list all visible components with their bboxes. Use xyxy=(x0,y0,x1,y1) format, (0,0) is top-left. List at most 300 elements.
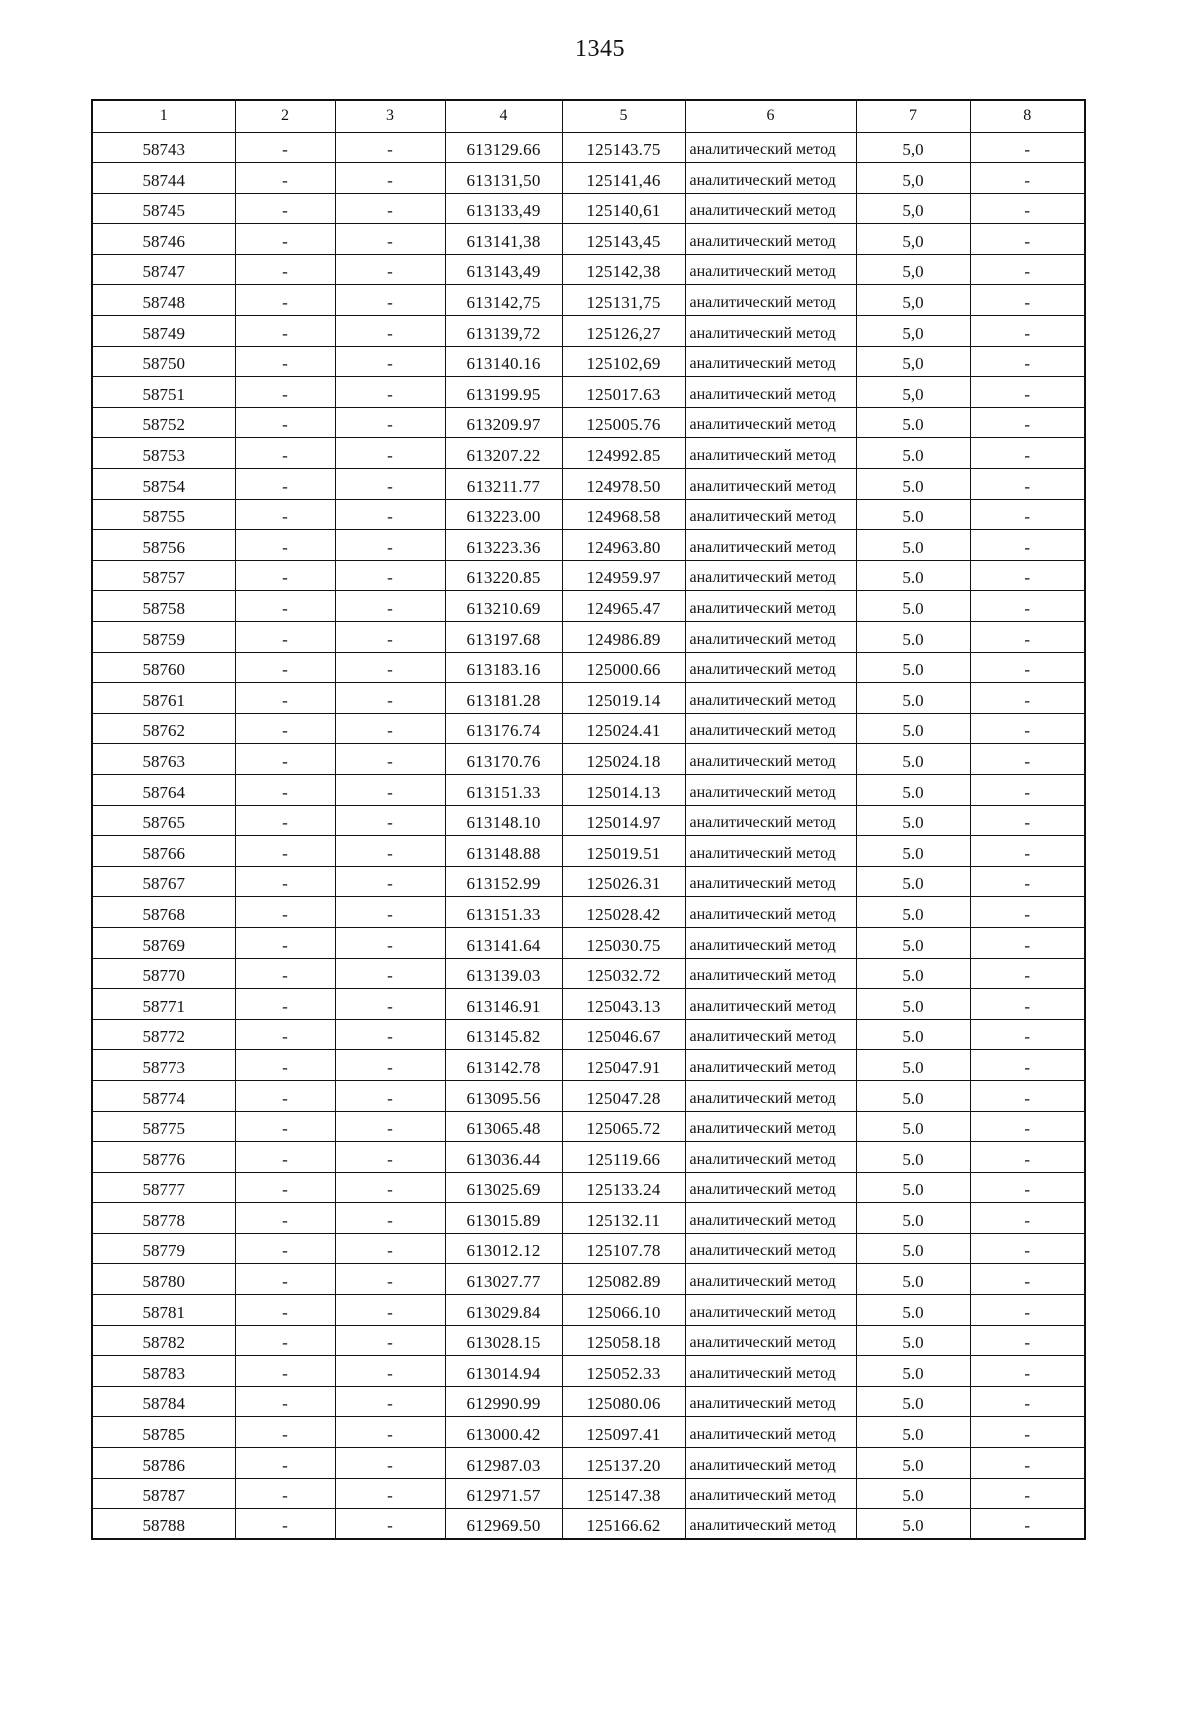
col-2-value-cell: - xyxy=(235,438,335,469)
x-coordinate-cell: 613145.82 xyxy=(445,1019,562,1050)
method-cell: аналитический метод xyxy=(685,132,856,163)
y-coordinate-cell: 125140,61 xyxy=(562,193,685,224)
col-2-value-cell: - xyxy=(235,316,335,347)
x-coordinate-cell: 613148.88 xyxy=(445,836,562,867)
point-number-cell: 58769 xyxy=(92,927,235,958)
method-cell: аналитический метод xyxy=(685,774,856,805)
col-3-value-cell: - xyxy=(335,1050,445,1081)
col-3-value-cell: - xyxy=(335,836,445,867)
table-row xyxy=(92,1509,1085,1540)
col-3-value-cell: - xyxy=(335,652,445,683)
accuracy-cell: 5,0 xyxy=(856,346,970,377)
table-row xyxy=(92,1233,1085,1264)
col-8-value-cell: - xyxy=(970,163,1085,194)
x-coordinate-cell: 613141.64 xyxy=(445,927,562,958)
col-8-value-cell: - xyxy=(970,927,1085,958)
col-3-value-cell: - xyxy=(335,1264,445,1295)
point-number-cell: 58766 xyxy=(92,836,235,867)
method-cell: аналитический метод xyxy=(685,622,856,653)
col-2-value-cell: - xyxy=(235,193,335,224)
method-cell: аналитический метод xyxy=(685,1080,856,1111)
point-number-cell: 58779 xyxy=(92,1233,235,1264)
method-cell: аналитический метод xyxy=(685,989,856,1020)
col-8-value-cell: - xyxy=(970,1356,1085,1387)
method-cell: аналитический метод xyxy=(685,1111,856,1142)
accuracy-cell: 5.0 xyxy=(856,499,970,530)
x-coordinate-cell: 613142.78 xyxy=(445,1050,562,1081)
method-cell: аналитический метод xyxy=(685,377,856,408)
y-coordinate-cell: 125131,75 xyxy=(562,285,685,316)
accuracy-cell: 5.0 xyxy=(856,1417,970,1448)
method-cell: аналитический метод xyxy=(685,407,856,438)
point-number-cell: 58764 xyxy=(92,774,235,805)
point-number-cell: 58780 xyxy=(92,1264,235,1295)
x-coordinate-cell: 613141,38 xyxy=(445,224,562,255)
col-2-value-cell: - xyxy=(235,1203,335,1234)
point-number-cell: 58749 xyxy=(92,316,235,347)
accuracy-cell: 5.0 xyxy=(856,407,970,438)
col-8-value-cell: - xyxy=(970,897,1085,928)
accuracy-cell: 5.0 xyxy=(856,1448,970,1479)
col-2-value-cell: - xyxy=(235,469,335,500)
accuracy-cell: 5.0 xyxy=(856,652,970,683)
y-coordinate-cell: 125047.91 xyxy=(562,1050,685,1081)
col-3-value-cell: - xyxy=(335,1417,445,1448)
table-row xyxy=(92,1295,1085,1326)
y-coordinate-cell: 124968.58 xyxy=(562,499,685,530)
method-cell: аналитический метод xyxy=(685,897,856,928)
y-coordinate-cell: 124992.85 xyxy=(562,438,685,469)
col-8-value-cell: - xyxy=(970,836,1085,867)
table-row xyxy=(92,1019,1085,1050)
col-8-value-cell: - xyxy=(970,1019,1085,1050)
method-cell: аналитический метод xyxy=(685,683,856,714)
table-row xyxy=(92,499,1085,530)
point-number-cell: 58759 xyxy=(92,622,235,653)
col-3-value-cell: - xyxy=(335,1509,445,1540)
accuracy-cell: 5.0 xyxy=(856,1111,970,1142)
col-2-value-cell: - xyxy=(235,1295,335,1326)
method-cell: аналитический метод xyxy=(685,438,856,469)
column-header-8: 8 xyxy=(970,100,1085,132)
method-cell: аналитический метод xyxy=(685,224,856,255)
col-8-value-cell: - xyxy=(970,1172,1085,1203)
col-3-value-cell: - xyxy=(335,683,445,714)
y-coordinate-cell: 125132.11 xyxy=(562,1203,685,1234)
col-8-value-cell: - xyxy=(970,1478,1085,1509)
col-2-value-cell: - xyxy=(235,530,335,561)
point-number-cell: 58787 xyxy=(92,1478,235,1509)
x-coordinate-cell: 613025.69 xyxy=(445,1172,562,1203)
accuracy-cell: 5.0 xyxy=(856,1233,970,1264)
point-number-cell: 58781 xyxy=(92,1295,235,1326)
method-cell: аналитический метод xyxy=(685,1142,856,1173)
x-coordinate-cell: 613065.48 xyxy=(445,1111,562,1142)
table-row xyxy=(92,316,1085,347)
col-3-value-cell: - xyxy=(335,1080,445,1111)
table-row xyxy=(92,927,1085,958)
col-3-value-cell: - xyxy=(335,897,445,928)
x-coordinate-cell: 613139,72 xyxy=(445,316,562,347)
method-cell: аналитический метод xyxy=(685,316,856,347)
accuracy-cell: 5.0 xyxy=(856,744,970,775)
col-2-value-cell: - xyxy=(235,1019,335,1050)
accuracy-cell: 5,0 xyxy=(856,285,970,316)
accuracy-cell: 5.0 xyxy=(856,1356,970,1387)
col-3-value-cell: - xyxy=(335,866,445,897)
point-number-cell: 58773 xyxy=(92,1050,235,1081)
method-cell: аналитический метод xyxy=(685,163,856,194)
method-cell: аналитический метод xyxy=(685,560,856,591)
col-3-value-cell: - xyxy=(335,1386,445,1417)
y-coordinate-cell: 125142,38 xyxy=(562,254,685,285)
table-row xyxy=(92,713,1085,744)
method-cell: аналитический метод xyxy=(685,652,856,683)
point-number-cell: 58747 xyxy=(92,254,235,285)
col-3-value-cell: - xyxy=(335,1448,445,1479)
y-coordinate-cell: 125097.41 xyxy=(562,1417,685,1448)
table-row xyxy=(92,1203,1085,1234)
y-coordinate-cell: 125107.78 xyxy=(562,1233,685,1264)
col-3-value-cell: - xyxy=(335,132,445,163)
col-8-value-cell: - xyxy=(970,499,1085,530)
col-8-value-cell: - xyxy=(970,713,1085,744)
table-row xyxy=(92,1080,1085,1111)
point-number-cell: 58760 xyxy=(92,652,235,683)
point-number-cell: 58752 xyxy=(92,407,235,438)
col-2-value-cell: - xyxy=(235,805,335,836)
point-number-cell: 58770 xyxy=(92,958,235,989)
accuracy-cell: 5,0 xyxy=(856,193,970,224)
point-number-cell: 58750 xyxy=(92,346,235,377)
x-coordinate-cell: 613148.10 xyxy=(445,805,562,836)
x-coordinate-cell: 613015.89 xyxy=(445,1203,562,1234)
table-row xyxy=(92,744,1085,775)
x-coordinate-cell: 613139.03 xyxy=(445,958,562,989)
col-8-value-cell: - xyxy=(970,1142,1085,1173)
x-coordinate-cell: 613143,49 xyxy=(445,254,562,285)
col-8-value-cell: - xyxy=(970,438,1085,469)
col-2-value-cell: - xyxy=(235,591,335,622)
method-cell: аналитический метод xyxy=(685,1509,856,1540)
col-3-value-cell: - xyxy=(335,193,445,224)
x-coordinate-cell: 613012.12 xyxy=(445,1233,562,1264)
col-8-value-cell: - xyxy=(970,1080,1085,1111)
method-cell: аналитический метод xyxy=(685,927,856,958)
col-3-value-cell: - xyxy=(335,316,445,347)
accuracy-cell: 5.0 xyxy=(856,591,970,622)
x-coordinate-cell: 613170.76 xyxy=(445,744,562,775)
accuracy-cell: 5.0 xyxy=(856,774,970,805)
table-row xyxy=(92,285,1085,316)
point-number-cell: 58765 xyxy=(92,805,235,836)
x-coordinate-cell: 613133,49 xyxy=(445,193,562,224)
accuracy-cell: 5.0 xyxy=(856,927,970,958)
col-2-value-cell: - xyxy=(235,1264,335,1295)
col-3-value-cell: - xyxy=(335,622,445,653)
col-3-value-cell: - xyxy=(335,438,445,469)
method-cell: аналитический метод xyxy=(685,1203,856,1234)
y-coordinate-cell: 125032.72 xyxy=(562,958,685,989)
y-coordinate-cell: 124978.50 xyxy=(562,469,685,500)
x-coordinate-cell: 613207.22 xyxy=(445,438,562,469)
col-3-value-cell: - xyxy=(335,346,445,377)
col-2-value-cell: - xyxy=(235,958,335,989)
method-cell: аналитический метод xyxy=(685,1325,856,1356)
table-row xyxy=(92,530,1085,561)
accuracy-cell: 5,0 xyxy=(856,224,970,255)
point-number-cell: 58756 xyxy=(92,530,235,561)
col-8-value-cell: - xyxy=(970,132,1085,163)
accuracy-cell: 5.0 xyxy=(856,805,970,836)
point-number-cell: 58751 xyxy=(92,377,235,408)
col-2-value-cell: - xyxy=(235,377,335,408)
col-8-value-cell: - xyxy=(970,683,1085,714)
col-2-value-cell: - xyxy=(235,744,335,775)
point-number-cell: 58785 xyxy=(92,1417,235,1448)
col-2-value-cell: - xyxy=(235,989,335,1020)
table-row xyxy=(92,254,1085,285)
accuracy-cell: 5.0 xyxy=(856,1172,970,1203)
col-8-value-cell: - xyxy=(970,224,1085,255)
point-number-cell: 58748 xyxy=(92,285,235,316)
col-2-value-cell: - xyxy=(235,560,335,591)
col-8-value-cell: - xyxy=(970,774,1085,805)
col-3-value-cell: - xyxy=(335,560,445,591)
col-3-value-cell: - xyxy=(335,1233,445,1264)
y-coordinate-cell: 124965.47 xyxy=(562,591,685,622)
method-cell: аналитический метод xyxy=(685,1417,856,1448)
accuracy-cell: 5.0 xyxy=(856,1050,970,1081)
x-coordinate-cell: 613036.44 xyxy=(445,1142,562,1173)
table-row xyxy=(92,1142,1085,1173)
x-coordinate-cell: 613197.68 xyxy=(445,622,562,653)
col-2-value-cell: - xyxy=(235,652,335,683)
col-2-value-cell: - xyxy=(235,774,335,805)
x-coordinate-cell: 613223.36 xyxy=(445,530,562,561)
accuracy-cell: 5,0 xyxy=(856,377,970,408)
col-8-value-cell: - xyxy=(970,805,1085,836)
accuracy-cell: 5.0 xyxy=(856,1386,970,1417)
col-8-value-cell: - xyxy=(970,1295,1085,1326)
method-cell: аналитический метод xyxy=(685,346,856,377)
table-row xyxy=(92,1050,1085,1081)
col-3-value-cell: - xyxy=(335,591,445,622)
y-coordinate-cell: 125058.18 xyxy=(562,1325,685,1356)
y-coordinate-cell: 125143.75 xyxy=(562,132,685,163)
method-cell: аналитический метод xyxy=(685,866,856,897)
table-row xyxy=(92,1172,1085,1203)
method-cell: аналитический метод xyxy=(685,499,856,530)
col-2-value-cell: - xyxy=(235,1478,335,1509)
col-8-value-cell: - xyxy=(970,377,1085,408)
x-coordinate-cell: 613223.00 xyxy=(445,499,562,530)
col-8-value-cell: - xyxy=(970,1417,1085,1448)
point-number-cell: 58755 xyxy=(92,499,235,530)
point-number-cell: 58754 xyxy=(92,469,235,500)
y-coordinate-cell: 124959.97 xyxy=(562,560,685,591)
col-8-value-cell: - xyxy=(970,1448,1085,1479)
col-2-value-cell: - xyxy=(235,163,335,194)
y-coordinate-cell: 125141,46 xyxy=(562,163,685,194)
table-row xyxy=(92,989,1085,1020)
col-2-value-cell: - xyxy=(235,622,335,653)
col-8-value-cell: - xyxy=(970,1233,1085,1264)
accuracy-cell: 5,0 xyxy=(856,254,970,285)
table-row xyxy=(92,377,1085,408)
point-number-cell: 58768 xyxy=(92,897,235,928)
col-8-value-cell: - xyxy=(970,652,1085,683)
col-8-value-cell: - xyxy=(970,1203,1085,1234)
x-coordinate-cell: 613211.77 xyxy=(445,469,562,500)
y-coordinate-cell: 124986.89 xyxy=(562,622,685,653)
table-row xyxy=(92,622,1085,653)
col-8-value-cell: - xyxy=(970,866,1085,897)
table-row xyxy=(92,683,1085,714)
coordinates-table xyxy=(91,99,1086,1540)
point-number-cell: 58776 xyxy=(92,1142,235,1173)
method-cell: аналитический метод xyxy=(685,530,856,561)
point-number-cell: 58758 xyxy=(92,591,235,622)
y-coordinate-cell: 125028.42 xyxy=(562,897,685,928)
col-2-value-cell: - xyxy=(235,1233,335,1264)
col-3-value-cell: - xyxy=(335,1172,445,1203)
col-3-value-cell: - xyxy=(335,163,445,194)
x-coordinate-cell: 613014.94 xyxy=(445,1356,562,1387)
col-2-value-cell: - xyxy=(235,1080,335,1111)
accuracy-cell: 5,0 xyxy=(856,316,970,347)
accuracy-cell: 5.0 xyxy=(856,1295,970,1326)
point-number-cell: 58761 xyxy=(92,683,235,714)
col-3-value-cell: - xyxy=(335,713,445,744)
column-header-1: 1 xyxy=(92,100,235,132)
table-row xyxy=(92,469,1085,500)
accuracy-cell: 5.0 xyxy=(856,713,970,744)
col-3-value-cell: - xyxy=(335,744,445,775)
x-coordinate-cell: 613151.33 xyxy=(445,897,562,928)
col-2-value-cell: - xyxy=(235,836,335,867)
col-3-value-cell: - xyxy=(335,224,445,255)
col-3-value-cell: - xyxy=(335,1111,445,1142)
col-2-value-cell: - xyxy=(235,927,335,958)
table-row xyxy=(92,1417,1085,1448)
col-8-value-cell: - xyxy=(970,622,1085,653)
accuracy-cell: 5.0 xyxy=(856,836,970,867)
col-3-value-cell: - xyxy=(335,1203,445,1234)
y-coordinate-cell: 125024.18 xyxy=(562,744,685,775)
col-8-value-cell: - xyxy=(970,744,1085,775)
col-2-value-cell: - xyxy=(235,897,335,928)
y-coordinate-cell: 125005.76 xyxy=(562,407,685,438)
col-2-value-cell: - xyxy=(235,1325,335,1356)
col-2-value-cell: - xyxy=(235,683,335,714)
column-header-2: 2 xyxy=(235,100,335,132)
method-cell: аналитический метод xyxy=(685,805,856,836)
point-number-cell: 58784 xyxy=(92,1386,235,1417)
x-coordinate-cell: 613210.69 xyxy=(445,591,562,622)
x-coordinate-cell: 613199.95 xyxy=(445,377,562,408)
y-coordinate-cell: 125024.41 xyxy=(562,713,685,744)
col-8-value-cell: - xyxy=(970,1325,1085,1356)
accuracy-cell: 5.0 xyxy=(856,1142,970,1173)
y-coordinate-cell: 125133.24 xyxy=(562,1172,685,1203)
col-3-value-cell: - xyxy=(335,377,445,408)
point-number-cell: 58753 xyxy=(92,438,235,469)
x-coordinate-cell: 612969.50 xyxy=(445,1509,562,1540)
accuracy-cell: 5.0 xyxy=(856,560,970,591)
x-coordinate-cell: 613140.16 xyxy=(445,346,562,377)
col-8-value-cell: - xyxy=(970,285,1085,316)
column-header-5: 5 xyxy=(562,100,685,132)
point-number-cell: 58782 xyxy=(92,1325,235,1356)
y-coordinate-cell: 125047.28 xyxy=(562,1080,685,1111)
col-3-value-cell: - xyxy=(335,1295,445,1326)
accuracy-cell: 5.0 xyxy=(856,1478,970,1509)
point-number-cell: 58746 xyxy=(92,224,235,255)
y-coordinate-cell: 125017.63 xyxy=(562,377,685,408)
col-2-value-cell: - xyxy=(235,1050,335,1081)
col-3-value-cell: - xyxy=(335,958,445,989)
table-row xyxy=(92,346,1085,377)
table-row xyxy=(92,1356,1085,1387)
col-8-value-cell: - xyxy=(970,193,1085,224)
col-2-value-cell: - xyxy=(235,1172,335,1203)
x-coordinate-cell: 613151.33 xyxy=(445,774,562,805)
col-8-value-cell: - xyxy=(970,1050,1085,1081)
accuracy-cell: 5.0 xyxy=(856,1203,970,1234)
y-coordinate-cell: 125019.51 xyxy=(562,836,685,867)
col-2-value-cell: - xyxy=(235,407,335,438)
col-8-value-cell: - xyxy=(970,254,1085,285)
col-2-value-cell: - xyxy=(235,1509,335,1540)
accuracy-cell: 5.0 xyxy=(856,958,970,989)
y-coordinate-cell: 125000.66 xyxy=(562,652,685,683)
method-cell: аналитический метод xyxy=(685,836,856,867)
x-coordinate-cell: 613095.56 xyxy=(445,1080,562,1111)
col-8-value-cell: - xyxy=(970,316,1085,347)
x-coordinate-cell: 613029.84 xyxy=(445,1295,562,1326)
y-coordinate-cell: 125126,27 xyxy=(562,316,685,347)
table-row xyxy=(92,163,1085,194)
column-header-4: 4 xyxy=(445,100,562,132)
col-2-value-cell: - xyxy=(235,1111,335,1142)
col-3-value-cell: - xyxy=(335,530,445,561)
accuracy-cell: 5.0 xyxy=(856,683,970,714)
method-cell: аналитический метод xyxy=(685,744,856,775)
accuracy-cell: 5.0 xyxy=(856,438,970,469)
method-cell: аналитический метод xyxy=(685,1019,856,1050)
table-row xyxy=(92,591,1085,622)
method-cell: аналитический метод xyxy=(685,1050,856,1081)
y-coordinate-cell: 125065.72 xyxy=(562,1111,685,1142)
y-coordinate-cell: 125052.33 xyxy=(562,1356,685,1387)
accuracy-cell: 5,0 xyxy=(856,163,970,194)
table-row xyxy=(92,1111,1085,1142)
x-coordinate-cell: 612990.99 xyxy=(445,1386,562,1417)
method-cell: аналитический метод xyxy=(685,591,856,622)
method-cell: аналитический метод xyxy=(685,1295,856,1326)
col-2-value-cell: - xyxy=(235,866,335,897)
accuracy-cell: 5.0 xyxy=(856,1264,970,1295)
accuracy-cell: 5.0 xyxy=(856,866,970,897)
point-number-cell: 58772 xyxy=(92,1019,235,1050)
x-coordinate-cell: 613176.74 xyxy=(445,713,562,744)
col-8-value-cell: - xyxy=(970,1509,1085,1540)
col-3-value-cell: - xyxy=(335,1325,445,1356)
col-2-value-cell: - xyxy=(235,1448,335,1479)
accuracy-cell: 5.0 xyxy=(856,989,970,1020)
x-coordinate-cell: 613129.66 xyxy=(445,132,562,163)
